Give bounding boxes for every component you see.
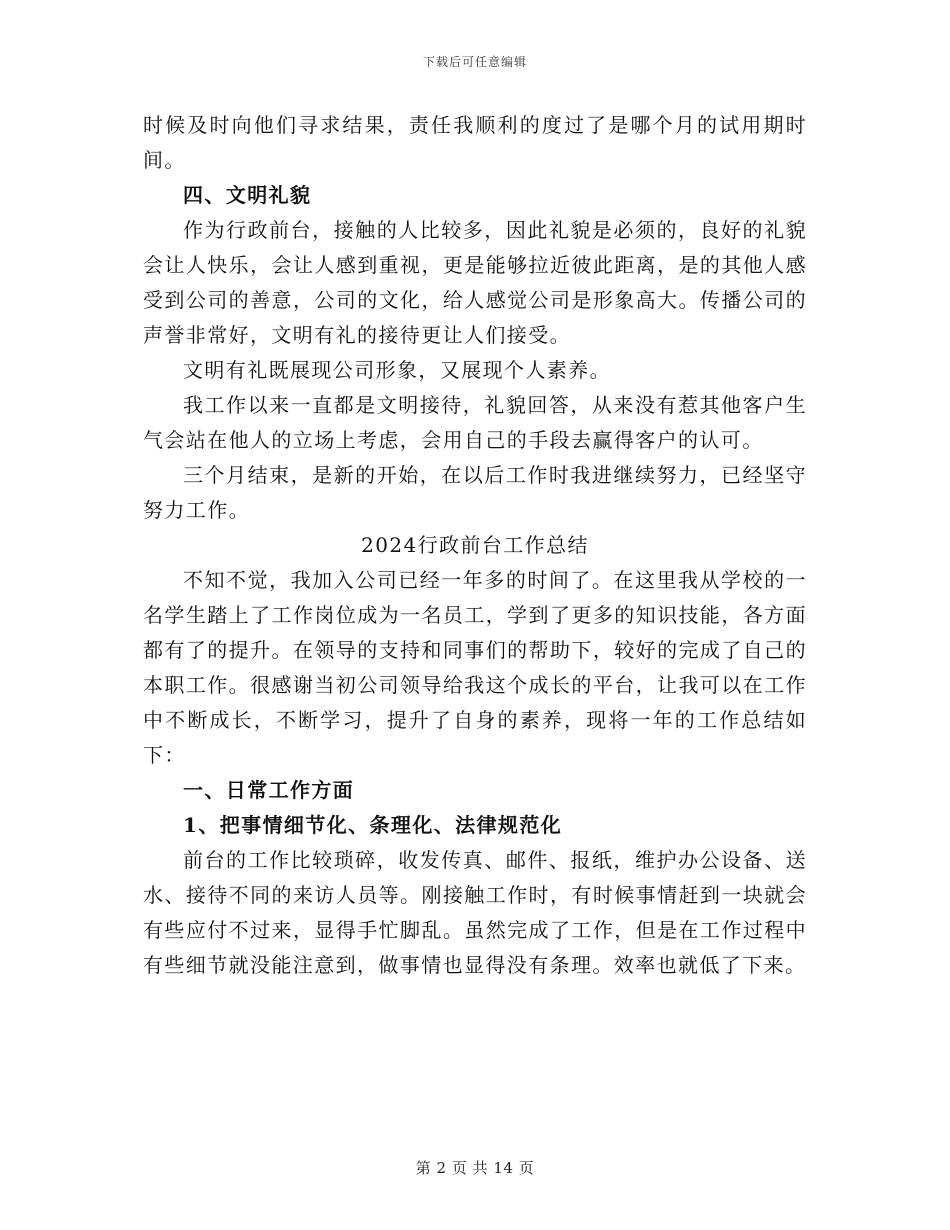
paragraph-three-months: 三个月结束，是新的开始，在以后工作时我进继续努力，已经坚守努力工作。: [143, 463, 807, 522]
paragraph-courtesy: 作为行政前台，接触的人比较多，因此礼貌是必须的，良好的礼貌会让人快乐，会让人感到重视，更是能够拉近彼此距离，是的其他人感受到公司的善意，公司的文化，给人感觉公司是形象高大。传播公司的声誉非常好，文明有礼的接待更让人们接受。: [143, 218, 807, 347]
paragraph-image: 文明有礼既展现公司形象，又展现个人素养。: [183, 358, 611, 382]
page-header: 下载后可任意编辑: [422, 55, 527, 69]
paragraph-continuation: 时候及时向他们寻求结果，责任我顺利的度过了是哪个月的试用期时间。: [143, 113, 807, 172]
section-heading-courtesy: 四、文明礼貌: [183, 183, 312, 207]
subsection-heading-details: 1、把事情细节化、条理化、法律规范化: [183, 813, 563, 837]
document-body: [143, 108, 807, 983]
document-title: 2024行政前台工作总结: [361, 533, 589, 557]
paragraph-intro: 不知不觉，我加入公司已经一年多的时间了。在这里我从学校的一名学生踏上了工作岗位成为一名员工，学到了更多的知识技能，各方面都有了的提升。在领导的支持和同事们的帮助下，较好的完成了自己的本职工作。很感谢当初公司领导给我这个成长的平台，让我可以在工作中不断成长，不断学习，提升了自身的素养，现将一年的工作总结如下：: [143, 568, 807, 767]
page-footer: 第 2 页 共 14 页: [415, 1159, 535, 1177]
paragraph-reception: 我工作以来一直都是文明接待，礼貌回答，从来没有惹其他客户生气会站在他人的立场上考虑，会用自己的手段去赢得客户的认可。: [143, 393, 807, 452]
section-heading-daily-work: 一、日常工作方面: [183, 778, 355, 802]
paragraph-front-desk: 前台的工作比较琐碎，收发传真、邮件、报纸，维护办公设备、送水、接待不同的来访人员等。刚接触工作时，有时候事情赶到一块就会有些应付不过来，显得手忙脚乱。虽然完成了工作，但是在工作过程中有些细节就没能注意到，做事情也显得没有条理。效率也就低了下来。: [143, 848, 807, 977]
